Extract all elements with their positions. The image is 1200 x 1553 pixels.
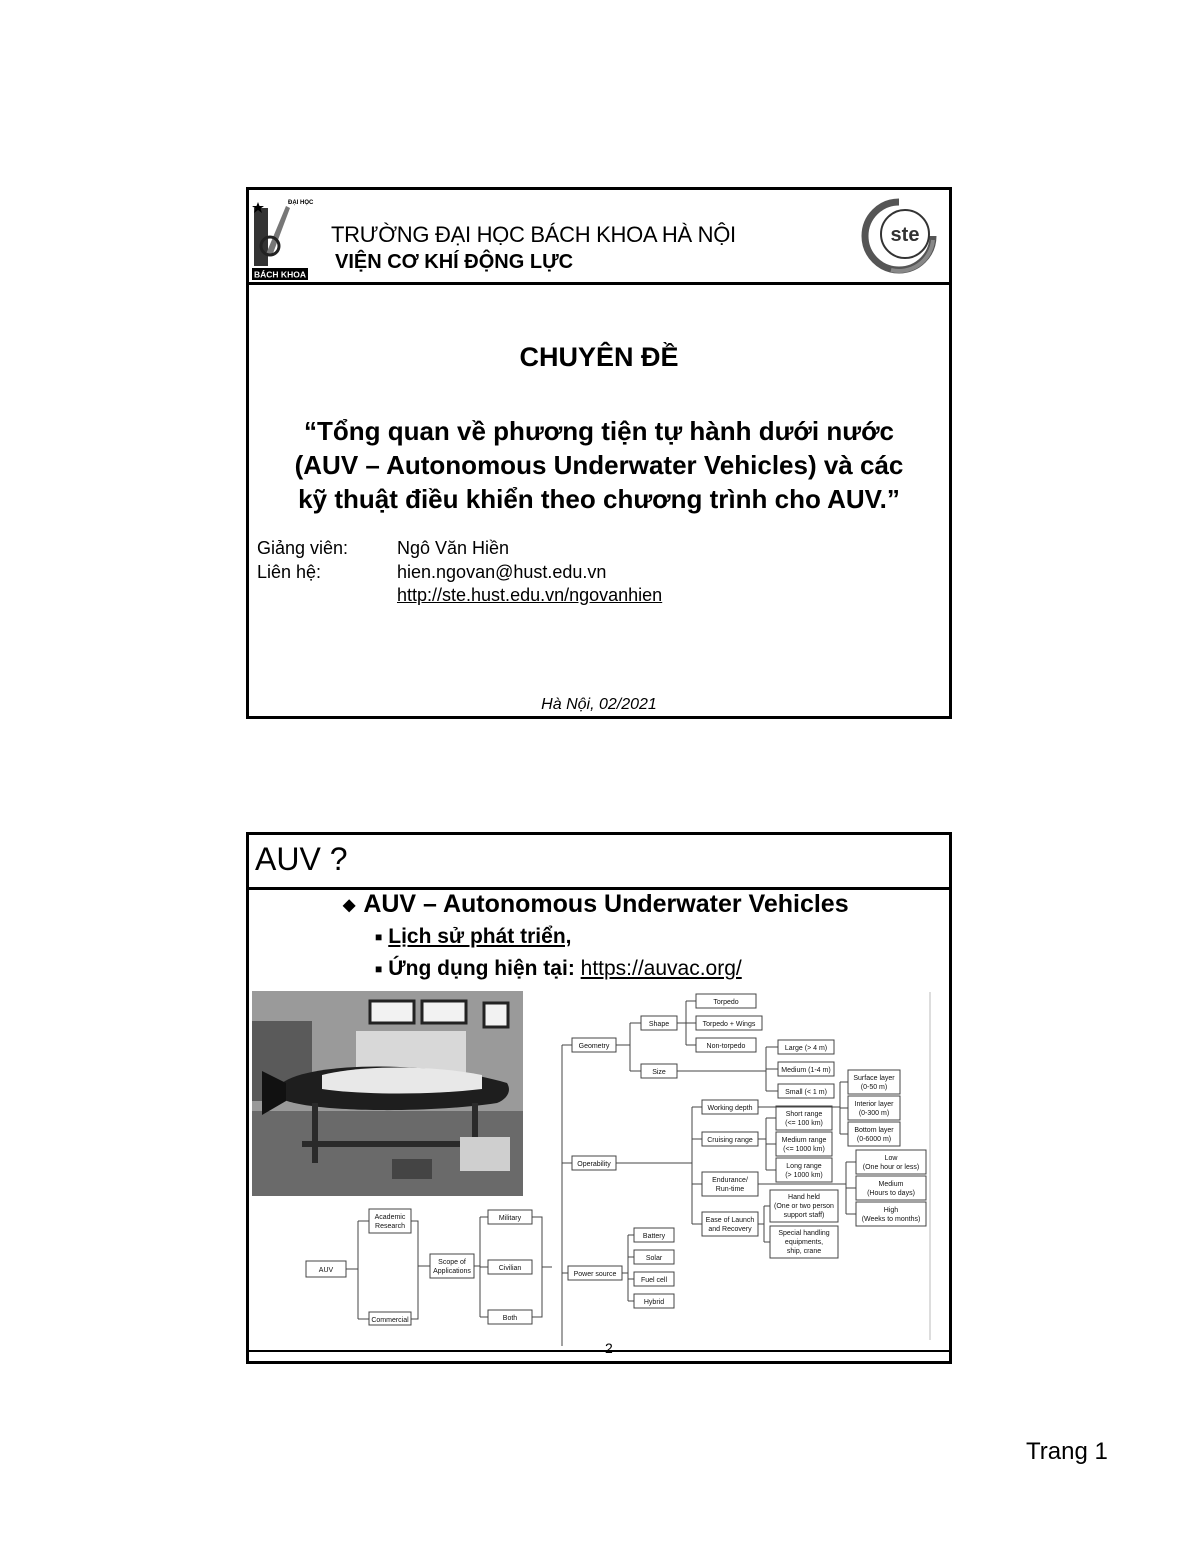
square-bullet-icon: ■ [375,930,383,945]
svg-text:High: High [883,1207,899,1214]
svg-text:(0-300 m): (0-300 m) [858,1110,890,1117]
svg-text:BÁCH KHOA: BÁCH KHOA [254,269,306,280]
svg-text:Medium range: Medium range [781,1137,827,1144]
svg-text:(Weeks to months): (Weeks to months) [861,1216,921,1223]
slide-title: CHUYÊN ĐỀ [519,342,679,372]
lecturer-name: Ngô Văn Hiền [397,538,510,558]
svg-text:(<= 1000 km): (<= 1000 km) [783,1146,825,1153]
slide-1 [246,187,952,719]
svg-text:Battery: Battery [642,1233,666,1240]
svg-text:Special handling: Special handling [778,1230,830,1237]
svg-text:equipments,: equipments, [784,1239,824,1246]
svg-text:AUV: AUV [318,1267,334,1274]
svg-text:Scope of: Scope of [438,1259,466,1266]
svg-text:Low: Low [884,1155,898,1162]
topic-title [249,414,949,516]
svg-text:Hybrid: Hybrid [643,1299,665,1306]
svg-text:(0-50 m): (0-50 m) [860,1084,888,1091]
contact-url-link[interactable]: http://ste.hust.edu.vn/ngovanhien [397,585,663,605]
diamond-bullet-icon: ◆ [343,897,356,915]
svg-text:Torpedo + Wings: Torpedo + Wings [702,1021,756,1028]
svg-text:Bottom layer: Bottom layer [854,1127,894,1134]
svg-text:Non-torpedo: Non-torpedo [706,1043,746,1050]
university-name: TRƯỜNG ĐẠI HỌC BÁCH KHOA HÀ NỘI [331,222,736,247]
svg-text:Commercial: Commercial [371,1317,409,1324]
svg-text:(<= 100 km): (<= 100 km) [785,1120,823,1127]
svg-text:(Hours to days): (Hours to days) [867,1190,915,1197]
svg-text:Operability: Operability [577,1161,611,1168]
main-bullet: ◆ AUV – Autonomous Underwater Vehicles [343,890,849,918]
svg-text:support staff): support staff) [783,1212,825,1219]
page-number: Trang 1 [1026,1438,1108,1465]
slide-header [249,190,949,285]
svg-text:Interior layer: Interior layer [854,1101,894,1108]
sub-bullet-history: ■ Lịch sử phát triển, [375,925,572,948]
lecturer-label: Giảng viên: [257,538,349,558]
contact-email[interactable]: hien.ngovan@hust.edu.vn [397,562,607,582]
svg-text:Size: Size [652,1069,666,1076]
slide-date: Hà Nội, 02/2021 [541,696,657,713]
svg-text:Hand held: Hand held [788,1194,820,1201]
svg-text:Cruising range: Cruising range [707,1137,753,1144]
ste-logo [861,198,937,274]
topic-line: kỹ thuật điều khiển theo chương trình cho AUV.” [298,484,900,514]
svg-text:Academic: Academic [374,1214,406,1221]
topic-line: (AUV – Autonomous Underwater Vehicles) và các [294,450,904,480]
square-bullet-icon: ■ [375,962,383,977]
svg-text:Endurance/: Endurance/ [712,1177,748,1184]
slide-2 [246,832,952,1364]
divider [249,1350,949,1352]
svg-text:Solar: Solar [645,1255,663,1262]
svg-text:Military: Military [498,1215,522,1222]
svg-text:Run-time: Run-time [715,1186,745,1193]
topic-line: “Tổng quan về phương tiện tự hành dưới nước [303,416,895,446]
svg-text:Ease of Launch: Ease of Launch [705,1217,755,1224]
svg-text:Medium (1-4 m): Medium (1-4 m) [781,1067,831,1074]
svg-text:Large (> 4 m): Large (> 4 m) [784,1045,828,1052]
svg-text:Surface layer: Surface layer [853,1075,895,1082]
svg-text:ste: ste [890,224,920,246]
svg-text:Power source: Power source [573,1271,617,1278]
svg-text:(One hour or less): (One hour or less) [862,1164,920,1171]
svg-text:(0-6000 m): (0-6000 m) [856,1136,892,1143]
svg-text:ĐẠI HỌC: ĐẠI HỌC [288,200,314,206]
svg-text:and Recovery: and Recovery [708,1226,752,1233]
auvac-link[interactable]: https://auvac.org/ [580,957,742,980]
contact-label: Liên hệ: [257,562,322,582]
svg-text:Shape: Shape [648,1021,670,1028]
svg-text:Medium: Medium [878,1181,904,1188]
svg-text:Fuel cell: Fuel cell [640,1277,668,1284]
svg-text:Torpedo: Torpedo [713,999,739,1006]
svg-text:Civilian: Civilian [498,1265,522,1272]
svg-text:Short range: Short range [785,1111,823,1118]
institute-name: VIỆN CƠ KHÍ ĐỘNG LỰC [335,251,574,273]
svg-text:(One or two person: (One or two person [774,1203,834,1210]
slide-number: 2 [605,1340,613,1356]
svg-text:(> 1000 km): (> 1000 km) [785,1172,823,1179]
sub-bullet-applications: ■ Ứng dụng hiện tại: https://auvac.org/ [375,957,742,980]
slide-header [249,835,949,890]
svg-text:Long range: Long range [786,1163,822,1170]
svg-text:Working depth: Working depth [707,1105,753,1112]
auv-photo [252,991,523,1196]
svg-text:Geometry: Geometry [578,1043,610,1050]
svg-text:ship, crane: ship, crane [786,1248,822,1255]
university-logo [252,194,314,280]
svg-text:Small (< 1 m): Small (< 1 m) [785,1089,827,1096]
svg-text:Research: Research [375,1223,405,1230]
slide-title: AUV ? [255,841,348,877]
svg-text:Applications: Applications [433,1268,471,1275]
svg-text:Both: Both [502,1315,518,1322]
